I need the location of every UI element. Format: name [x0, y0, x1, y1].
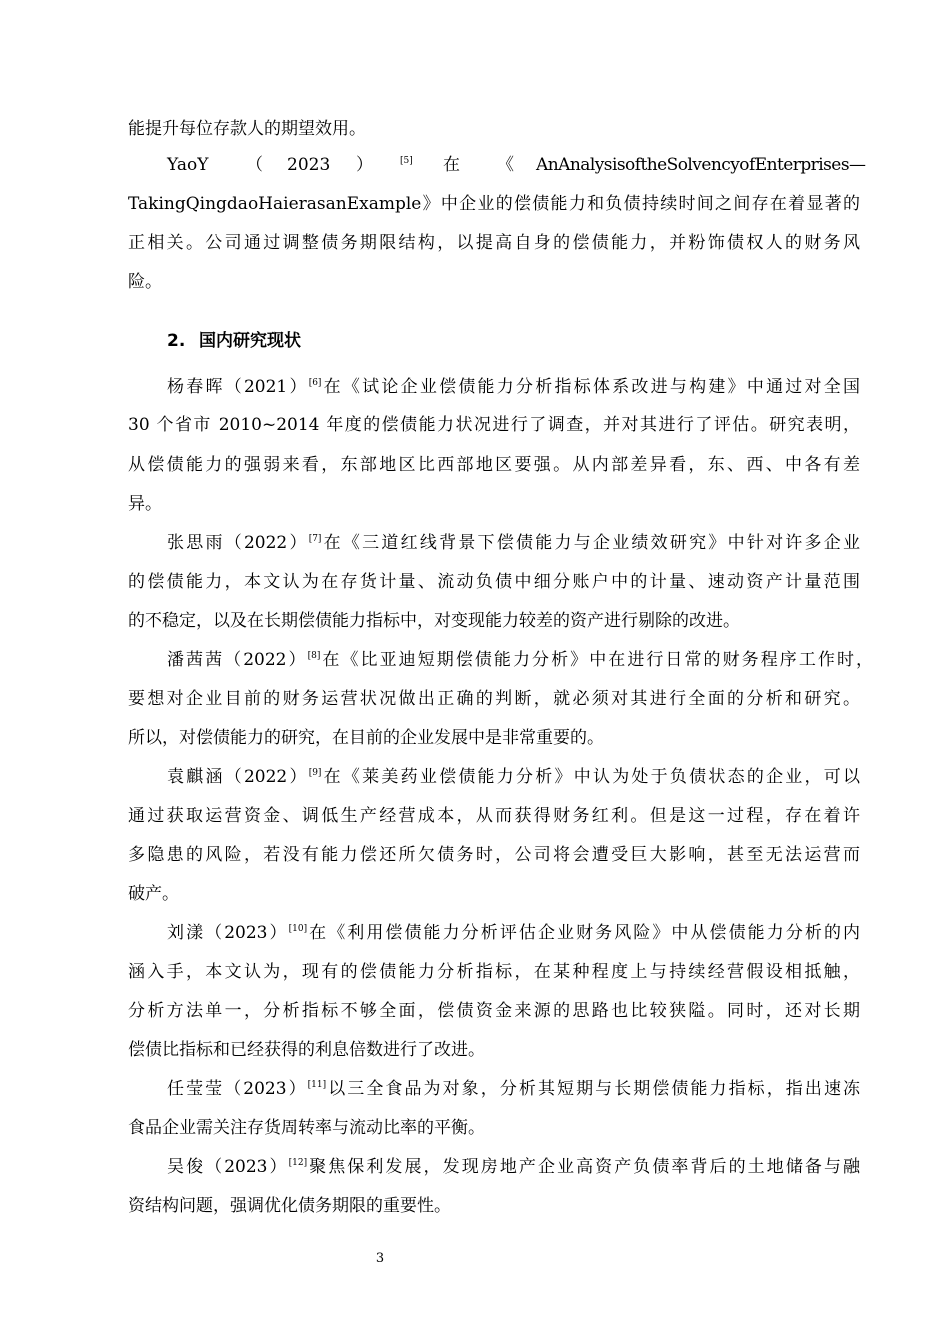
paragraph-line: 涵入手，本文认为，现有的偿债能力分析指标，在某种程度上与持续经营假设相抵触， [128, 962, 860, 982]
text-token: ） [356, 155, 373, 175]
citation-ref: [12] [288, 1158, 308, 1168]
paragraph-line [167, 1078, 860, 1100]
paragraph-line: 险。 [128, 272, 162, 292]
paragraph-line: 异。 [128, 494, 162, 514]
paragraph-line: 破产。 [128, 884, 179, 904]
paragraph-line: 分析方法单一，分析指标不够全面，偿债资金来源的思路也比较狭隘。同时，还对长期 [128, 1001, 860, 1021]
author-citation: 吴俊（2023） [167, 1157, 289, 1177]
paragraph-line: 30 个省市 2010~2014 年度的偿债能力状况进行了调查，并对其进行了评估。研究表明， [128, 415, 860, 435]
citation-ref: [8] [307, 651, 321, 661]
paragraph-line: 偿债比指标和已经获得的利息倍数进行了改进。 [128, 1040, 485, 1060]
citation-ref: [11] [307, 1080, 327, 1090]
paragraph-line [167, 1156, 860, 1178]
page-number: 3 [375, 1251, 385, 1266]
paragraph-line: 能提升每位存款人的期望效用。 [128, 119, 366, 139]
text-token: （ [246, 155, 263, 175]
author-citation: 任莹莹（2023） [167, 1079, 308, 1099]
citation-ref: [9] [308, 768, 322, 778]
author-citation: 袁麒涵（2022） [167, 767, 309, 787]
paragraph-line [167, 649, 873, 671]
paragraph-line: 所以，对偿债能力的研究，在目前的企业发展中是非常重要的。 [128, 728, 604, 748]
paragraph-text: 在《利用偿债能力分析评估企业财务风险》中从偿债能力分析的内 [307, 923, 861, 943]
paragraph-text: 以三全食品为对象，分析其短期与长期偿债能力指标，指出速冻 [326, 1079, 861, 1099]
paragraph-text: 在《三道红线背景下偿债能力与企业绩效研究》中针对许多企业 [321, 533, 861, 553]
paragraph-line [167, 376, 860, 398]
section-title: 国内研究现状 [199, 331, 301, 351]
text-token: 在 [443, 155, 460, 175]
citation-ref: [6] [308, 378, 322, 388]
paragraph-line: 多隐患的风险，若没有能力偿还所欠债务时，公司将会遭受巨大影响，甚至无法运营而 [128, 845, 860, 865]
paragraph-line: 的不稳定，以及在长期偿债能力指标中，对变现能力较差的资产进行剔除的改进。 [128, 611, 740, 631]
paragraph-line [167, 922, 860, 944]
paragraph-line: 通过获取运营资金、调低生产经营成本，从而获得财务红利。但是这一过程，存在着许 [128, 806, 860, 826]
author-citation: 杨春晖（2021） [167, 377, 309, 397]
paragraph-line: 食品企业需关注存货周转率与流动比率的平衡。 [128, 1118, 485, 1138]
text-token: 《 [497, 155, 514, 175]
author-citation: 刘漾（2023） [167, 923, 289, 943]
author-citation: 潘茜茜（2022） [167, 650, 308, 670]
paragraph-line [167, 766, 860, 788]
paragraph-text: 聚焦保利发展，发现房地产企业高资产负债率背后的土地储备与融 [307, 1157, 861, 1177]
paragraph-line: 正相关。公司通过调整债务期限结构，以提高自身的偿债能力，并粉饰债权人的财务风 [128, 233, 860, 253]
text-token: 2023 [287, 155, 331, 175]
paragraph-text: 在《莱美药业偿债能力分析》中认为处于负债状态的企业，可以 [321, 767, 861, 787]
text-token: YaoY [167, 155, 209, 175]
text-token: AnAnalysisoftheSolvencyofEnterprises— [536, 155, 866, 175]
citation-ref: [10] [288, 924, 308, 934]
section-heading [167, 330, 301, 352]
paragraph-line: 要想对企业目前的财务运营状况做出正确的判断，就必须对其进行全面的分析和研究。 [128, 689, 860, 709]
paragraph-line: TakingQingdaoHaierasanExample》中企业的偿债能力和负债持续时间之间存在着显著的 [128, 194, 860, 214]
paragraph-line: 资结构问题，强调优化债务期限的重要性。 [128, 1196, 451, 1216]
author-citation: 张思雨（2022） [167, 533, 309, 553]
citation-ref: [7] [308, 534, 322, 544]
paragraph-text: 在《试论企业偿债能力分析指标体系改进与构建》中通过对全国 [321, 377, 861, 397]
paragraph-line: 的偿债能力，本文认为在存货计量、流动负债中细分账户中的计量、速动资产计量范围 [128, 572, 860, 592]
paragraph-line [167, 532, 860, 554]
section-number: 2. [167, 331, 186, 351]
paragraph-line: 从偿债能力的强弱来看，东部地区比西部地区要强。从内部差异看，东、西、中各有差 [128, 455, 860, 475]
citation-ref: [5] [400, 156, 413, 166]
paragraph-text: 在《比亚迪短期偿债能力分析》中在进行日常的财务程序工作时， [320, 650, 874, 670]
